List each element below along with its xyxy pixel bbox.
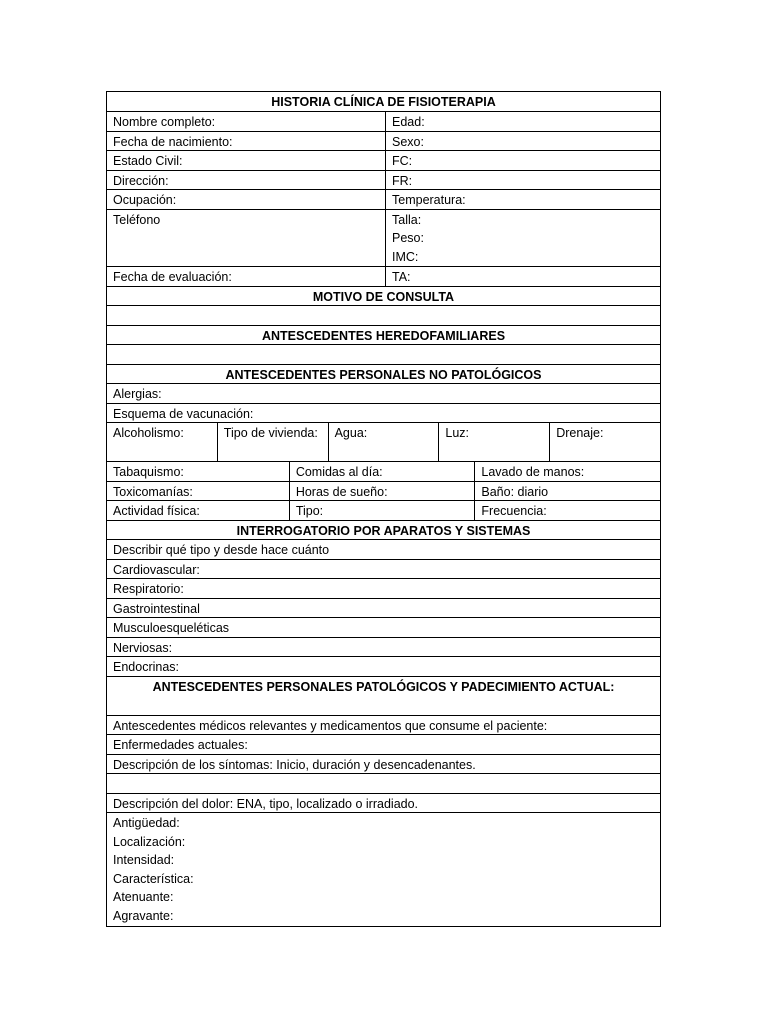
field-endocrinas[interactable]: Endocrinas: [107,657,661,677]
blank-heredofamiliares[interactable] [107,345,661,365]
field-ocupacion[interactable]: Ocupación: [107,190,386,210]
section-patologicos: ANTESCEDENTES PERSONALES PATOLÓGICOS Y PADECIMIENTO ACTUAL: [107,677,661,716]
field-nombre[interactable]: Nombre completo: [107,112,386,132]
field-caracteristica[interactable]: Característica: [113,871,194,886]
field-intensidad[interactable]: Intensidad: [113,853,175,867]
field-drenaje[interactable]: Drenaje: [550,423,661,462]
general-row-2 [107,132,661,152]
section-motivo-consulta: MOTIVO DE CONSULTA [107,287,661,307]
field-peso[interactable]: Peso: [392,231,424,245]
field-ta[interactable]: TA: [386,267,661,287]
field-toxicomanias[interactable]: Toxicomanías: [107,482,290,502]
field-agravante[interactable]: Agravante: [113,908,174,923]
form-title-row [107,92,661,112]
field-alergias[interactable]: Alergias: [107,384,661,404]
no-patologicos-header-row [107,365,661,385]
interrogatorio-row-5 [107,638,661,658]
habits-row-3a [107,462,661,482]
field-describir[interactable]: Describir qué tipo y desde hace cuánto [107,540,661,560]
field-vacunacion[interactable]: Esquema de vacunación: [107,404,661,424]
field-luz[interactable]: Luz: [439,423,550,462]
field-cardiovascular[interactable]: Cardiovascular: [107,560,661,580]
heredofamiliares-blank-row [107,345,661,365]
sintomas-row [107,755,661,775]
vacunacion-row [107,404,661,424]
general-row-6 [107,210,661,267]
field-fecha-evaluacion[interactable]: Fecha de evaluación: [107,267,386,287]
field-tabaquismo[interactable]: Tabaquismo: [107,462,290,482]
field-frecuencia[interactable]: Frecuencia: [475,501,661,521]
field-localizacion[interactable]: Localización: [113,834,186,849]
enfermedades-row [107,735,661,755]
habits-row-5 [107,423,661,462]
field-talla[interactable]: Talla: [392,212,422,227]
field-fc[interactable]: FC: [386,151,661,171]
heredofamiliares-header-row [107,326,661,346]
field-bano[interactable]: Baño: diario [475,482,661,502]
field-imc[interactable]: IMC: [392,249,419,264]
section-interrogatorio: INTERROGATORIO POR APARATOS Y SISTEMAS [107,521,661,541]
blank-motivo[interactable] [107,306,661,326]
field-direccion[interactable]: Dirección: [107,171,386,191]
motivo-header-row [107,287,661,307]
interrogatorio-row-4 [107,618,661,638]
interrogatorio-row-1 [107,560,661,580]
field-antecedentes-medicos[interactable]: Antescedentes médicos relevantes y medicamentos que consume el paciente: [107,716,661,736]
field-tipo[interactable]: Tipo: [290,501,476,521]
general-row-4 [107,171,661,191]
general-row-3 [107,151,661,171]
field-lavado-manos[interactable]: Lavado de manos: [475,462,661,482]
field-atenuante[interactable]: Atenuante: [113,890,174,904]
dolor-details [107,813,661,927]
field-gastrointestinal[interactable]: Gastrointestinal [107,599,661,619]
general-row-7 [107,267,661,287]
clinical-history-form [106,91,661,927]
field-medidas [386,210,661,267]
field-alcoholismo[interactable]: Alcoholismo: [107,423,218,462]
sintomas-blank-row [107,774,661,794]
interrogatorio-row-3 [107,599,661,619]
dolor-row [107,794,661,814]
interrogatorio-header-row [107,521,661,541]
habits-row-3c [107,501,661,521]
field-nerviosas[interactable]: Nerviosas: [107,638,661,658]
field-temperatura[interactable]: Temperatura: [386,190,661,210]
habits-row-3b [107,482,661,502]
form-title: HISTORIA CLÍNICA DE FISIOTERAPIA [107,92,661,112]
section-no-patologicos: ANTESCEDENTES PERSONALES NO PATOLÓGICOS [107,365,661,385]
dolor-details-row [107,813,661,927]
field-actividad-fisica[interactable]: Actividad física: [107,501,290,521]
medicos-row [107,716,661,736]
general-row-5 [107,190,661,210]
field-telefono[interactable]: Teléfono [107,210,386,267]
field-edad[interactable]: Edad: [386,112,661,132]
field-tipo-vivienda[interactable]: Tipo de vivienda: [218,423,329,462]
section-heredofamiliares: ANTESCEDENTES HEREDOFAMILIARES [107,326,661,346]
field-enfermedades-actuales[interactable]: Enfermedades actuales: [107,735,661,755]
field-agua[interactable]: Agua: [329,423,440,462]
general-row-1 [107,112,661,132]
interrogatorio-row-6 [107,657,661,677]
field-descripcion-dolor[interactable]: Descripción del dolor: ENA, tipo, localizado o irradiado. [107,794,661,814]
interrogatorio-row-0 [107,540,661,560]
field-musculoesqueleticas[interactable]: Musculoesqueléticas [107,618,661,638]
field-horas-sueno[interactable]: Horas de sueño: [290,482,476,502]
blank-sintomas[interactable] [107,774,661,794]
alergias-row [107,384,661,404]
field-sexo[interactable]: Sexo: [386,132,661,152]
field-fr[interactable]: FR: [386,171,661,191]
field-fecha-nacimiento[interactable]: Fecha de nacimiento: [107,132,386,152]
field-respiratorio[interactable]: Respiratorio: [107,579,661,599]
field-descripcion-sintomas[interactable]: Descripción de los síntomas: Inicio, duración y desencadenantes. [107,755,661,775]
field-estado-civil[interactable]: Estado Civil: [107,151,386,171]
motivo-blank-row [107,306,661,326]
field-antiguedad[interactable]: Antigüedad: [113,816,180,830]
field-comidas[interactable]: Comidas al día: [290,462,476,482]
patologicos-header-row [107,677,661,716]
interrogatorio-row-2 [107,579,661,599]
